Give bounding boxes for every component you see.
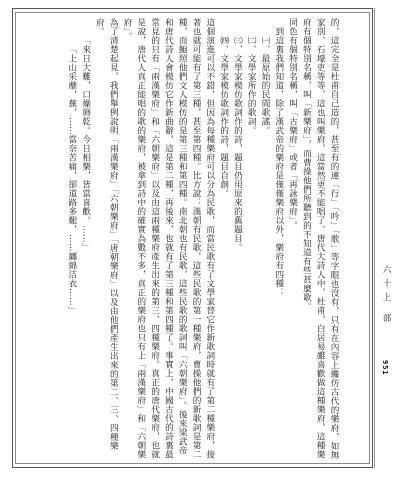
page-number: 951 <box>381 360 389 376</box>
paragraph-5: 為了清楚起見，我們舉例說明「兩漢樂府」「六朝樂府」「唐朝樂府」以及由他們產生出來的第二、三、四種樂府。 <box>94 18 119 451</box>
paragraph-4: 這個演進可以不錯，但因為每種樂府可以分為民歌，而當民歌有了文學家替它作新歌詞時就有了第二種樂府，接著也就可能有了第三種，甚至第四種。比方說：漢朝有民歌，這些民歌的第一種樂府，曹操他們的新歌詞是第二種，而鮑照他們文人模仿的是第三種和第四種。南北朝也有民歌，這些民歌的歌詞叫「六朝樂府」。後來梁武帝和唐代詩人會模仿它作新曲辭，這是第二種，再後來，也就有了第三種和第四種了。事實上，中國古代的詩裏最常見的只有「兩漢樂府」和「六朝樂府」以及由這兩種樂府產生出來的第三、四種樂府。真正的唐代樂府，也就是說，唐代人真正能唱的歌的樂府，被拿到詩中的確實為數不多，真正的樂府也只有上「兩漢樂府」和「六朝樂府」。 <box>122 18 215 459</box>
list-item-4: ㈣、文學家模仿歌詞作的詩，題目自創。 <box>218 36 229 198</box>
list-item-1: ㈠、最原始的民間歌謠。 <box>260 36 271 135</box>
paragraph-3: 到這裏我們知道，除了漢武帝的樂府是僅僅樂府以外，樂府有四種： <box>273 27 284 297</box>
paragraph-1: 的，這完全是杜甫自己造的，甚至有的連「行」「吟」「歌」等字眼也沒有，只有在內容上纔仿古代的樂府，如無家別、石壕吏等等，這也叫樂府，這當然更不能唱了。唐代大詩人中，杜甫，白居易雖喜歡做這種樂府，這種樂府有個特別名稱，叫「新樂府」，而曹操他們所聽到的不知道有些甚麼歌。 <box>301 18 339 460</box>
margin-rule <box>374 8 375 468</box>
list-item-2: ㈡、文學家所作的歌詞。 <box>246 36 257 135</box>
paragraph-2: 同色有個特別名稱，叫「古樂府」或者「再詠樂府」。 <box>287 18 298 230</box>
list-item-3: ㈢、文學家模仿歌詞作的詩，題目仍用原來的舊題目。 <box>232 36 243 252</box>
vertical-text-body <box>24 18 340 460</box>
page-header-title: 六十上 部 <box>381 265 391 328</box>
quotation-2: 「上山采蘼，蕪，……當奈苦痛，卻道路多艱，……纏綿洁衣……」 <box>66 45 77 315</box>
quotation-1: 「來日大難，口燥脣乾。今日相樂，皆當喜歡。……」 <box>80 36 91 252</box>
